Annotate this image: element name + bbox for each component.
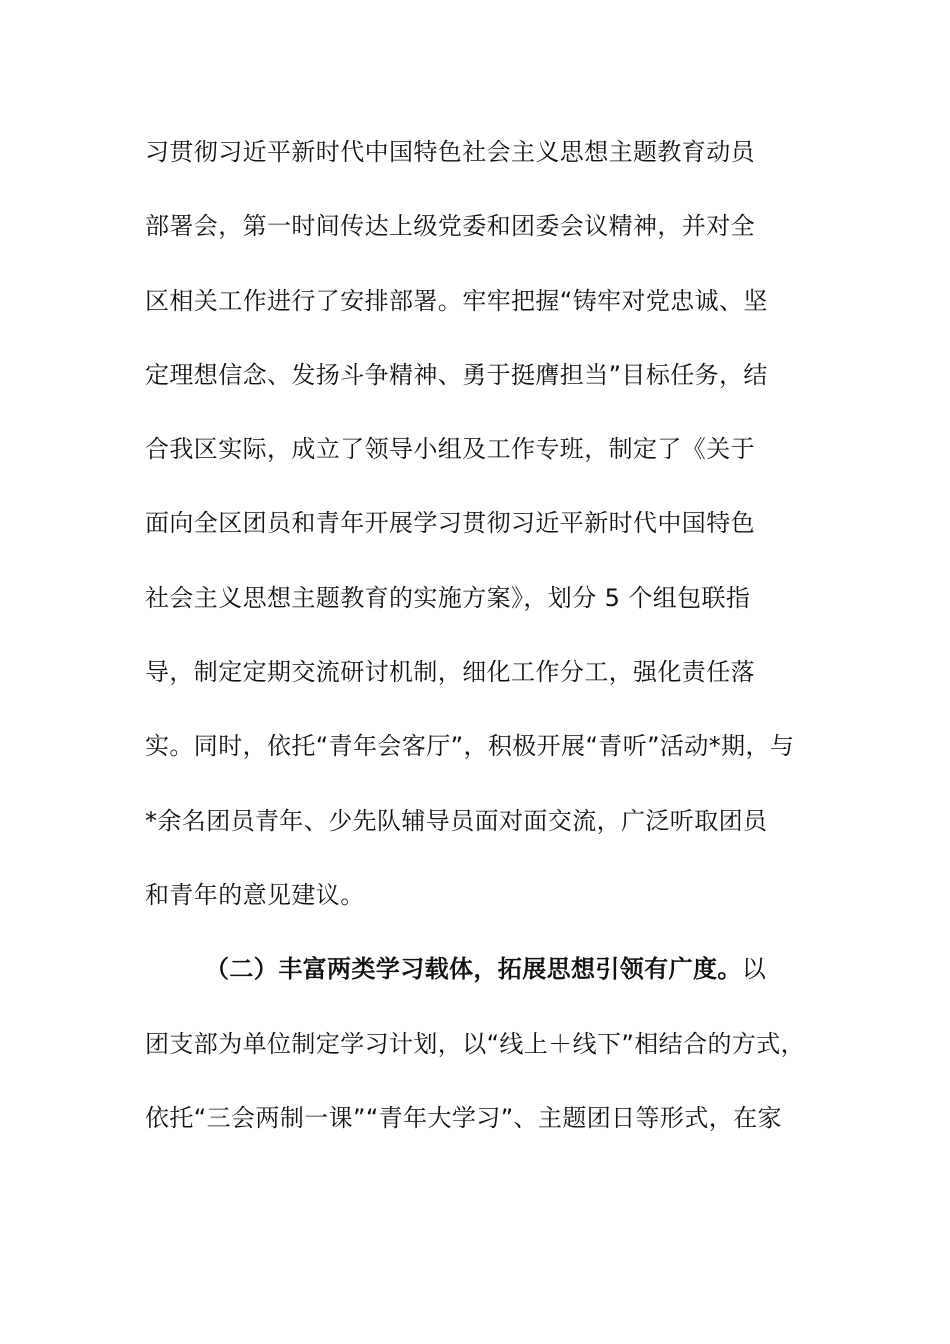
paragraph-line: 区相关工作进行了安排部署。牢牢把握“铸牢对党忠诚、坚 — [145, 286, 768, 315]
section-heading-tail: 以 — [741, 955, 767, 984]
paragraph-line: 和青年的意见建议。 — [145, 880, 365, 909]
paragraph-line: 定理想信念、发扬斗争精神、勇于挺膺担当”目标任务，结 — [145, 360, 768, 389]
paragraph-line: 依托“三会两制一课”“青年大学习”、主题团日等形式，在家 — [145, 1103, 782, 1132]
paragraph-line: 社会主义思想主题教育的实施方案》，划分 5 个组包联指 — [145, 583, 751, 612]
paragraph-line: 习贯彻习近平新时代中国特色社会主义思想主题教育动员 — [145, 138, 755, 166]
paragraph-line: 团支部为单位制定学习计划，以“线上＋线下”相结合的方式， — [145, 1029, 806, 1058]
paragraph-line: 合我区实际，成立了领导小组及工作专班，制定了《关于 — [145, 435, 755, 464]
body-text — [145, 132, 835, 1172]
paragraph-line: 实。同时，依托“青年会客厅”，积极开展“青听”活动*期，与 — [145, 732, 795, 761]
paragraph-line: 部署会，第一时间传达上级党委和团委会议精神，并对全 — [145, 212, 755, 241]
section-heading: （二）丰富两类学习载体，拓展思想引领有广度。 — [205, 955, 742, 984]
section-heading-line — [145, 949, 835, 1023]
paragraph-line: 导，制定定期交流研讨机制，细化工作分工，强化责任落 — [145, 658, 755, 687]
paragraph-line: *余名团员青年、少先队辅导员面对面交流，广泛听取团员 — [145, 806, 768, 835]
paragraph-line: 面向全区团员和青年开展学习贯彻习近平新时代中国特色 — [145, 509, 755, 538]
